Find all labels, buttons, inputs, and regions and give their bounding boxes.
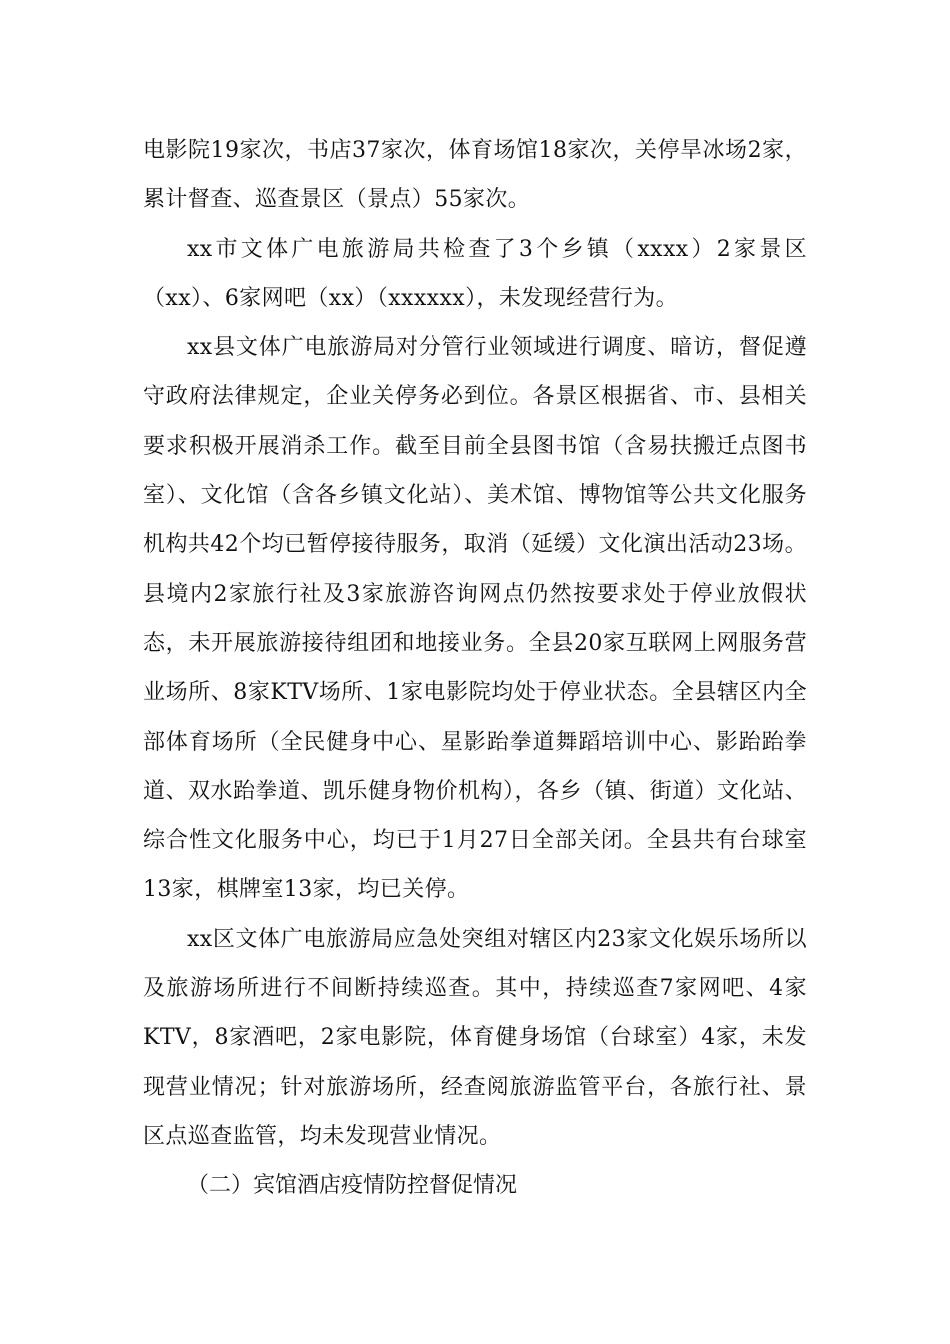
document-body xyxy=(143,126,807,1211)
paragraph-2: xx市文体广电旅游局共检查了3个乡镇（xxxx）2家景区（xx）、6家网吧（xx）（xxxxxx），未发现经营行为。 xyxy=(143,236,807,311)
paragraph-4: xx区文体广电旅游局应急处突组对辖区内23家文化娱乐场所以及旅游场所进行不间断持续巡查。其中，持续巡查7家网吧、4家KTV，8家酒吧，2家电影院，体育健身场馆（台球室）4家，未发现营业情况；针对旅游场所，经查阅旅游监管平台，各旅行社、景区点巡查监管，均未发现营业情况。 xyxy=(143,926,807,1149)
section-heading: （二）宾馆酒店疫情防控督促情况 xyxy=(187,1173,518,1199)
paragraph-3: xx县文体广电旅游局对分管行业领域进行调度、暗访，督促遵守政府法律规定，企业关停务必到位。各景区根据省、市、县相关要求积极开展消杀工作。截至目前全县图书馆（含易扶搬迁点图书室）、文化馆（含各乡镇文化站）、美术馆、博物馆等公共文化服务机构共42个均已暂停接待服务，取消（延缓）文化演出活动23场。县境内2家旅行社及3家旅游咨询网点仍然按要求处于停业放假状态，未开展旅游接待组团和地接业务。全县20家互联网上网服务营业场所、8家KTV场所、1家电影院均处于停业状态。全县辖区内全部体育场所（全民健身中心、星影跆拳道舞蹈培训中心、影跆跆拳道、双水跆拳道、凯乐健身物价机构），各乡（镇、街道）文化站、综合性文化服务中心，均已于1月27日全部关闭。全县共有台球室13家，棋牌室13家，均已关停。 xyxy=(143,335,807,903)
paragraph-1: 电影院19家次，书店37家次，体育场馆18家次，关停旱冰场2家，累计督查、巡查景区（景点）55家次。 xyxy=(143,138,807,213)
